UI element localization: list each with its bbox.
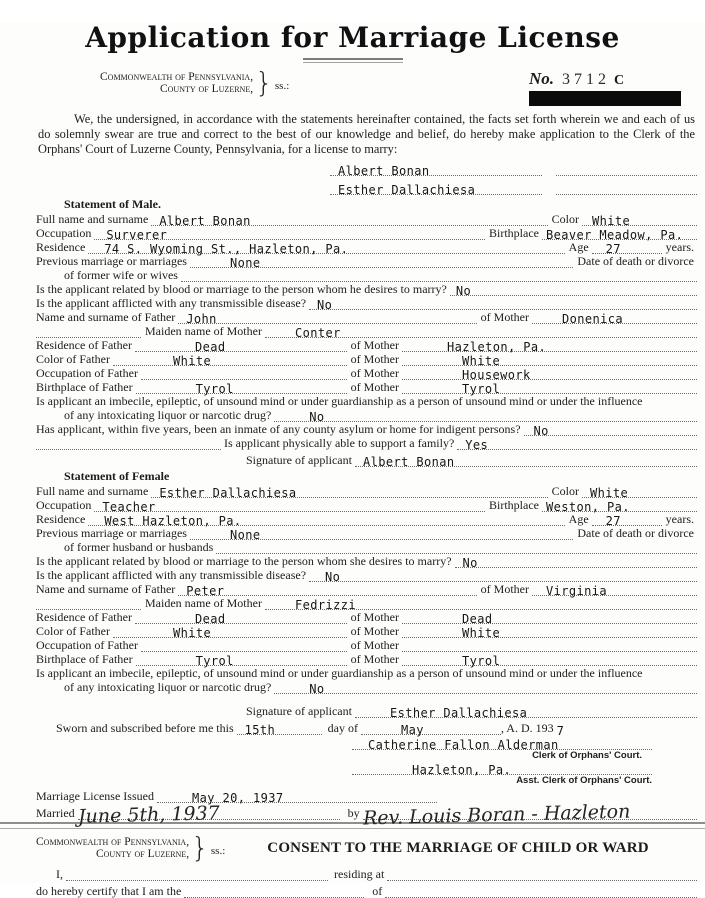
label-maiden: Maiden name of Mother <box>145 324 262 338</box>
label-certify: do hereby certify that I am the <box>36 884 182 898</box>
female-birthplace-father-row <box>36 652 697 666</box>
female-residence-mother: Dead <box>462 612 493 626</box>
label-former-wife: of former wife or wives <box>64 268 178 282</box>
female-age: 27 <box>605 514 621 528</box>
label-death-divorce: Date of death or divorce <box>577 526 694 540</box>
label-of-mother: of Mother <box>480 310 529 324</box>
female-residence-row <box>36 512 697 526</box>
female-imbecile-q1-row <box>36 666 697 680</box>
label-occupation-father: Occupation of Father <box>36 366 138 380</box>
female-related-answer: No <box>462 556 478 570</box>
female-imbecile-q2-row <box>36 680 697 694</box>
female-fullname-row <box>36 484 697 498</box>
male-color-father-row <box>36 352 697 366</box>
male-father-name: John <box>186 312 217 326</box>
female-residence-father-row <box>36 610 697 624</box>
commonwealth-block <box>100 66 290 99</box>
question-male-related: Is the applicant related by blood or marriage to the person whom he desires to marry? <box>36 282 447 296</box>
blank-line <box>556 181 697 195</box>
header-row <box>38 66 695 109</box>
applicant-male-name: Albert Bonan <box>338 164 430 178</box>
label-married: Married <box>36 806 75 820</box>
label-full-name: Full name and surname <box>36 212 149 226</box>
redaction-bar <box>529 91 681 106</box>
label-birthplace-father: Birthplace of Father <box>36 652 133 666</box>
number-suffix: C <box>614 73 625 88</box>
label-of-mother: of Mother <box>480 582 529 596</box>
female-color-father: White <box>173 626 212 640</box>
sworn-row <box>36 718 697 738</box>
blank-line <box>385 884 697 898</box>
sworn-year: 7 <box>556 724 565 738</box>
commonwealth-line2: County of Luzerne, <box>159 83 254 95</box>
section-title-male: Statement of Male. <box>64 197 161 211</box>
asst-clerk-title: Asst. Clerk of Orphans' Court. <box>516 775 652 786</box>
commonwealth-lines <box>100 71 253 96</box>
female-prev-marriage-row <box>36 526 697 540</box>
label-father-name: Name and surname of Father <box>36 310 176 324</box>
consent-certify-row <box>36 881 697 898</box>
female-residence-father: Dead <box>194 612 226 626</box>
male-age: 27 <box>605 242 621 256</box>
label-color-father: Color of Father <box>36 624 110 638</box>
female-mother-name: Virginia <box>546 584 607 598</box>
male-maiden-name: Conter <box>294 326 341 340</box>
female-birthplace-father: Tyrol <box>195 654 234 668</box>
female-occupation-father-row <box>36 638 697 652</box>
male-related-answer: No <box>455 284 472 298</box>
female-birthplace-mother: Tyrol <box>462 654 501 668</box>
clerk-title: Clerk of Orphans' Court. <box>532 750 642 761</box>
male-imbecile-q2-row <box>36 408 697 422</box>
blank-line <box>184 884 364 898</box>
question-imbecile-line2: of any intoxicating liquor or narcotic drug? <box>64 680 272 694</box>
consent-title: CONSENT TO THE MARRIAGE OF CHILD OR WARD <box>267 839 649 856</box>
male-color-father: White <box>173 354 212 368</box>
female-disease-row <box>36 568 697 582</box>
label-of: of <box>372 884 383 898</box>
male-birthplace: Beaver Meadow, Pa. <box>546 228 684 242</box>
clerk-block <box>352 736 652 786</box>
label-residence-father: Residence of Father <box>36 610 132 624</box>
label-color-father: Color of Father <box>36 352 110 366</box>
male-support-answer: Yes <box>465 438 489 452</box>
question-imbecile-line1: Is applicant an imbecile, epileptic, of unsound mind or under guardianship as a person of unsound mind or under the influence <box>36 666 643 680</box>
label-of-mother: of Mother <box>350 338 399 352</box>
married-date-handwritten: June 5th, 1937 <box>77 802 220 828</box>
female-maiden-row <box>36 596 697 610</box>
sworn-day: 15th <box>244 723 276 737</box>
label-years: years. <box>665 512 694 526</box>
male-birthplace-father-row <box>36 380 697 394</box>
female-color-father-row <box>36 624 697 638</box>
title-rule <box>303 58 403 63</box>
label-prev-marriage: Previous marriage or marriages <box>36 254 187 268</box>
female-father-name-row <box>36 582 697 596</box>
male-asylum-row <box>36 422 697 436</box>
male-signature-row <box>36 450 697 467</box>
blank-line <box>402 638 697 652</box>
label-occupation: Occupation <box>36 498 92 512</box>
label-age: Age <box>568 512 589 526</box>
male-prev-marriage: None <box>229 256 261 270</box>
marriage-license-application-document <box>0 21 705 898</box>
female-color: White <box>590 486 629 500</box>
label-of-mother: of Mother <box>350 652 399 666</box>
question-imbecile-line2: of any intoxicating liquor or narcotic drug? <box>64 408 272 422</box>
blank-line <box>141 638 347 652</box>
blank-line <box>36 436 221 450</box>
label-occupation-father: Occupation of Father <box>36 638 138 652</box>
label-age: Age <box>568 240 589 254</box>
male-residence: 74 S. Wyoming St., Hazleton, Pa. <box>104 242 349 256</box>
female-signature-row <box>36 701 697 718</box>
male-related-row <box>36 282 697 296</box>
male-maiden-row <box>36 324 697 338</box>
male-disease-row <box>36 296 697 310</box>
male-full-name: Albert Bonan <box>159 214 251 228</box>
male-birthplace-mother: Tyrol <box>462 382 501 396</box>
male-mother-name: Donenica <box>562 312 623 326</box>
label-birthplace: Birthplace <box>489 226 539 240</box>
consent-i-row <box>36 864 697 881</box>
consent-commonwealth-line2: County of Luzerne, <box>95 848 190 860</box>
female-signature: Esther Dallachiesa <box>389 706 528 720</box>
question-asylum: Has applicant, within five years, been an inmate of any county asylum or home for indigent persons? <box>36 422 521 436</box>
page-title: Application for Marriage License <box>85 21 620 54</box>
applicant-female-name: Esther Dallachiesa <box>338 183 476 197</box>
question-disease: Is the applicant afflicted with any transmissible disease? <box>36 568 307 582</box>
male-fullname-row <box>36 212 697 226</box>
female-disease-answer: No <box>325 570 341 584</box>
clerk-name: Catherine Fallon Alderman <box>368 738 559 752</box>
blank-line <box>387 867 697 881</box>
label-signature: Signature of applicant <box>246 704 352 718</box>
number-label: No. <box>529 69 555 88</box>
label-years: years. <box>665 240 694 254</box>
male-residence-father-row <box>36 338 697 352</box>
male-signature: Albert Bonan <box>362 455 455 469</box>
label-of-mother: of Mother <box>350 610 399 624</box>
number-value: 3712 <box>562 71 611 88</box>
female-father-name: Peter <box>186 584 225 598</box>
label-former-husband: of former husband or husbands <box>64 540 214 554</box>
label-i: I, <box>56 867 63 881</box>
male-imbecile-q1-row <box>36 394 697 408</box>
label-signature: Signature of applicant <box>246 453 352 467</box>
ss-label: ss.: <box>274 80 290 92</box>
male-former-wife-row <box>36 268 697 282</box>
label-residing-at: residing at <box>334 867 385 881</box>
brace-glyph: } <box>191 831 209 864</box>
label-father-name: Name and surname of Father <box>36 582 176 596</box>
label-full-name: Full name and surname <box>36 484 149 498</box>
male-asylum-answer: No <box>533 424 549 438</box>
male-residence-row <box>36 240 697 254</box>
label-residence: Residence <box>36 512 86 526</box>
consent-header-row <box>36 832 697 864</box>
label-birthplace: Birthplace <box>489 498 539 512</box>
label-color: Color <box>551 484 579 498</box>
female-birthplace: Weston, Pa. <box>546 500 630 514</box>
male-occupation-row <box>36 226 697 240</box>
blank-line <box>36 596 141 610</box>
consent-commonwealth-lines <box>36 836 189 861</box>
brace-glyph: } <box>255 66 273 99</box>
label-of-mother: of Mother <box>350 380 399 394</box>
question-imbecile-line1: Is applicant an imbecile, epileptic, of unsound mind or under guardianship as a person of unsound mind or under the influence <box>36 394 643 408</box>
label-license-issued: Marriage License Issued <box>36 789 154 803</box>
clerk-place: Hazleton, Pa. <box>412 763 512 777</box>
section-title-female: Statement of Female <box>64 469 170 483</box>
label-prev-marriage: Previous marriage or marriages <box>36 526 187 540</box>
married-row <box>36 800 697 830</box>
question-female-related: Is the applicant related by blood or marriage to the person whom she desires to marry? <box>36 554 452 568</box>
license-number-block <box>529 69 689 106</box>
label-of-mother: of Mother <box>350 366 399 380</box>
male-residence-mother: Hazleton, Pa. <box>447 340 547 354</box>
female-imbecile-answer: No <box>309 682 325 696</box>
label-of-mother: of Mother <box>350 638 399 652</box>
license-issued-date: May 20, 1937 <box>191 791 284 805</box>
sworn-day-of: day of <box>327 721 358 735</box>
label-of-mother: of Mother <box>350 624 399 638</box>
female-occupation: Teacher <box>102 500 156 514</box>
male-color: White <box>592 214 631 228</box>
question-disease: Is the applicant afflicted with any transmissible disease? <box>36 296 307 310</box>
male-occupation: Surverer <box>106 228 168 242</box>
ss-label: ss.: <box>210 845 226 857</box>
blank-line <box>181 268 697 282</box>
female-full-name: Esther Dallachiesa <box>159 486 297 500</box>
male-father-name-row <box>36 310 697 324</box>
male-imbecile-answer: No <box>309 410 325 424</box>
consent-commonwealth-line1: Commonwealth of Pennsylvania, <box>36 835 190 848</box>
blank-line <box>141 366 347 380</box>
blank-line <box>66 867 328 881</box>
label-color: Color <box>551 212 579 226</box>
female-former-husband-row <box>36 540 697 554</box>
blank-line <box>216 540 697 554</box>
label-occupation: Occupation <box>36 226 92 240</box>
label-residence-father: Residence of Father <box>36 338 132 352</box>
applicant-name-row-female <box>330 177 697 195</box>
question-support: Is applicant physically able to support a family? <box>224 436 455 450</box>
label-maiden: Maiden name of Mother <box>145 596 262 610</box>
male-birthplace-father: Tyrol <box>195 382 234 396</box>
label-birthplace-father: Birthplace of Father <box>36 380 133 394</box>
label-residence: Residence <box>36 240 86 254</box>
female-occupation-row <box>36 498 697 512</box>
commonwealth-line1: Commonwealth of Pennsylvania, <box>100 70 254 83</box>
blank-line <box>36 324 141 338</box>
female-residence: West Hazleton, Pa. <box>104 514 242 528</box>
sworn-ad: , A. D. 193 <box>500 721 554 735</box>
sworn-prefix: Sworn and subscribed before me this <box>56 721 234 735</box>
label-of-mother: of Mother <box>350 352 399 366</box>
female-maiden-name: Fedrizzi <box>294 598 356 612</box>
blank-line <box>556 162 697 176</box>
male-color-mother: White <box>462 354 501 368</box>
female-related-row <box>36 554 697 568</box>
applicant-name-row-male <box>330 158 697 176</box>
male-occupation-father-row <box>36 366 697 380</box>
female-prev-marriage: None <box>229 528 261 542</box>
male-disease-answer: No <box>317 298 333 312</box>
married-officiant-handwritten: Rev. Louis Boran - Hazleton <box>362 800 631 830</box>
label-married-by: by <box>347 806 360 820</box>
male-occupation-mother: Housework <box>462 368 531 382</box>
female-color-mother: White <box>462 626 501 640</box>
male-residence-father: Dead <box>194 340 226 354</box>
intro-paragraph: We, the undersigned, in accordance with the statements hereinafter contained, the facts set forth wherein we and each of us do solemnly swear are true and correct to the best of our knowledge and belief, do hereby make application to the Clerk of the Orphans' Court of Luzerne County, Pennsylvania, for a license to marry: <box>38 112 695 156</box>
sworn-month: May <box>400 723 424 737</box>
label-death-divorce: Date of death or divorce <box>577 254 694 268</box>
male-prev-marriage-row <box>36 254 697 268</box>
male-support-row <box>36 436 697 450</box>
